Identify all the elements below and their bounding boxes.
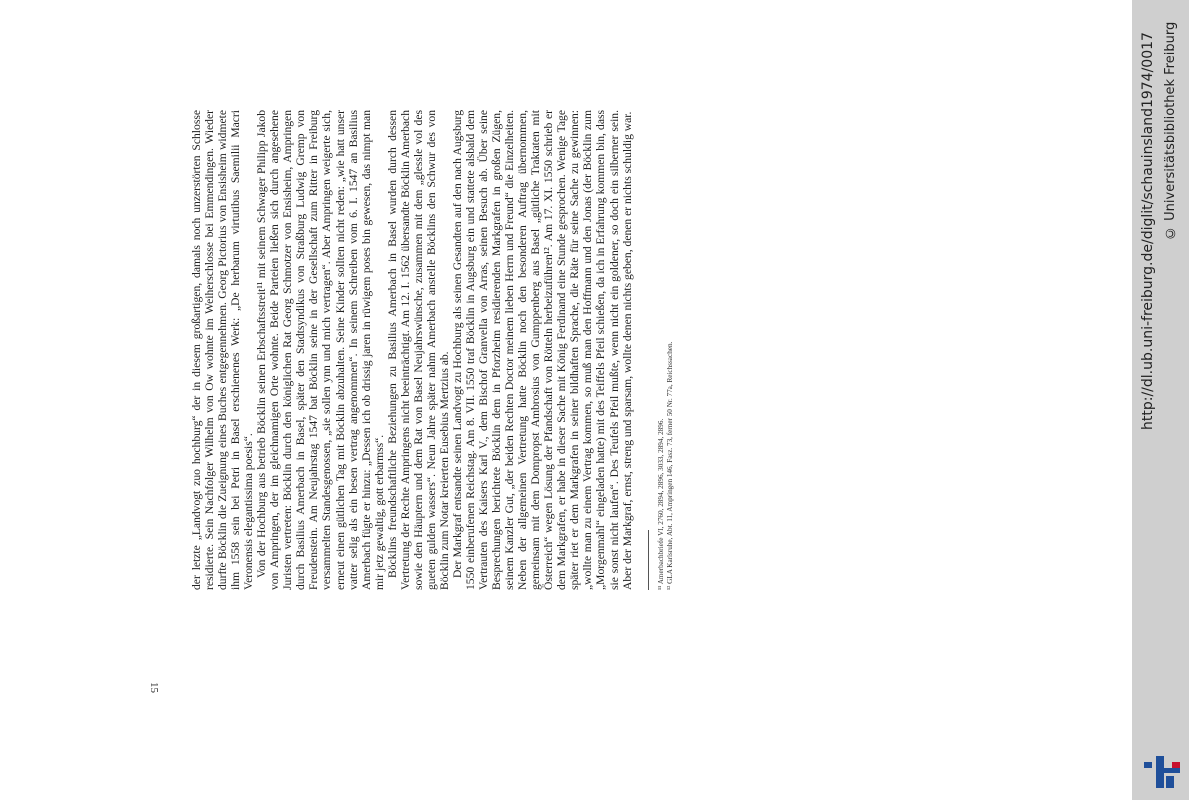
footnote-12: ¹² GLA Karlsruhe, Abt. 11, Ampringen 146, Fasz. 73, ferner 50 Nr. 77a, Reichssachen. xyxy=(665,341,674,590)
scanned-page xyxy=(190,0,870,740)
source-url-link[interactable]: http://dl.ub.uni-freiburg.de/diglit/schauinsland1974/0017 xyxy=(1140,32,1156,430)
paragraph-3: Böcklins freundschaftliche Beziehungen zu Basilius Amerbach in Basel wurden durch dessen Vertretung der Rechte Ampringens nicht beeinträchtigt. Am 12. I. 1562 übersandte Böcklin Amerbach sowie den Häuptern und dem Rat von Basel Neujahrswünsche, zusammen mit dem „glessle vol des gueten gulden wassers“. Neun Jahre später nahm Amerbach anstelle Böcklins den Schwur des von Böcklin zum Notar kreierten Eusebius Mertzius ab. xyxy=(385,110,451,590)
paragraph-1: der letzte „Landvogt zuo hochburg“ der in diesem großartigen, damals noch unzerstörten Schlosse residierte. Sein Nachfolger Wilhelm von Ow wohnte im Weiherschlosse bei Emmendingen. Wieder durfte Böcklin die Zueignung eines Buches entgegennehmen. Georg Pictorius von Ensisheim widmete ihm 1558 sein bei Petri in Basel erschienenes Werk: „De herbarum virtutibus Saemilii Macri Veronensis elegantissima poesis“. xyxy=(190,110,256,590)
viewer-sidebar xyxy=(1132,0,1189,800)
footnote-divider xyxy=(648,530,649,590)
footnote-11: ¹¹ Amerbachbriefe VI, 2760, 2894, 2896, 3033, 2894, 2896. xyxy=(656,418,665,590)
library-logo-icon xyxy=(1142,752,1182,792)
paragraph-2: Von der Hochburg aus betrieb Böcklin seinen Erbschaftsstreit¹¹ mit seinem Schwager Philipp Jakob von Ampringen, der im gleichnamigen Orte wohnte. Beide Parteien ließen sich durch angesehene Juristen vertreten: Böcklin durch den königlichen Rat Georg Schmotzer von Ensisheim, Ampringen durch Basilius Amerbach in Basel, später den Stadtsyndikus von Straßburg Ludwig Gremp von Freudenstein. Am Neujahrstag 1547 bat Böcklin seine in der Gesellschaft zum Ritter in Freiburg versammelten Standesgenossen, „sie sollen ynn und mich vertragen“. Aber Ampringen weigerte sich, erneut einen gütlichen Tag mit Böcklin abzuhalten. Seine Kinder sollten nicht reden: „wie hatt unser vatter selig als ein besen vertrag angenommen“. In seinem Schreiben vom 6. I. 1547 an Basilius Amerbach fügte er hinzu: „Dessen ich ob drissig jaren in rüwigem poses bin gewesen, das nimpt man mir jetz gewaltig, gott erbarmss“. xyxy=(255,110,386,590)
paragraph-4: Der Markgraf entsandte seinen Landvogt zu Hochburg als seinen Gesandten auf den nach Augsburg 1550 einberufenen Reichstag. Am 8. VII. 1550 traf Böcklin in Augsburg ein und stattete alsbald dem Vertrauten des Kaisers Karl V., dem Bischof Granvella von Arras, seinen Besuch ab. Über seine Besprechungen berichtete Böcklin dem in Pforzheim residierenden Markgrafen in großen Zügen, seinem Kanzler Gut, „der beiden Rechten Doctor meinem lieben Herrn und Freund“ die Einzelheiten. Neben der allgemeinen Vertretung hatte Böcklin noch den besonderen Auftrag übernommen, gemeinsam mit dem Dompropst Ambrosius von Gumppenberg aus Basel „gütliche Traktaten mit Österreich“ wegen Lösung der Pfandschaft von Rötteln herbeizuführen¹². Am 17. XI. 1550 schrieb er dem Markgrafen, er habe in dieser Sache mit König Ferdinand eine Stunde gesprochen. Wenige Tage später riet er dem Markgrafen in seiner bildhaften Sprache, die Räte für seine Sache zu gewinnen: „wollte man zu einem Vertrag kommen, so muß man den Hoffmann und den Jonas (der Böcklin zum „Morgenmahl“ eingeladen hatte) mit des Teiffels Pfeil schießen, da ich in Erfahrung kommen bin, dass sie sonst nicht laufen“. Des Teufels Pfeil mußte, wenn nicht ein goldener, so doch ein silberner sein. Aber der Markgraf, ernst, streng und sparsam, wollte denen nichts geben, denen er nichts schuldig war. xyxy=(450,110,634,590)
copyright-text: © Universitätsbibliothek Freiburg xyxy=(1163,21,1178,240)
page-number: 15 xyxy=(148,682,160,693)
page-text xyxy=(190,110,675,590)
